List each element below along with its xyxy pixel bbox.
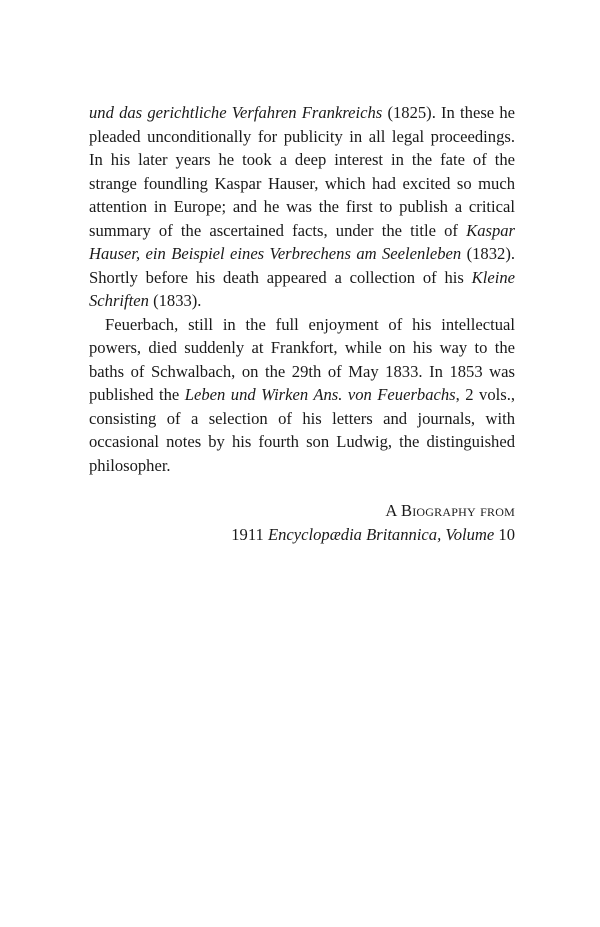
title-italic-2: Kaspar Hauser, ein Beispiel eines Verbrechens am Seelenleben bbox=[89, 220, 515, 263]
paragraph-2-text-2: , 2 vols., consisting of a selection of his letters and journals, with occasional notes by his fourth son Ludwig, the distinguished philosopher. bbox=[89, 385, 515, 475]
paragraph-1-text-3: (1833). bbox=[148, 291, 202, 310]
paragraph-1-text-1: (1825). In these he pleaded unconditionally for publicity in all legal proceedings. In his later years he took a deep interest in the fate of the strange foundling Kaspar Hauser, which had excited so much attention in Europe; and he was the first to publish a critical summary of the ascertained facts, under the title of bbox=[89, 103, 515, 240]
title-italic-3: Kleine Schriften bbox=[89, 267, 515, 310]
source-year: 1911 bbox=[231, 524, 268, 544]
document-page bbox=[89, 101, 515, 546]
title-italic-4: Leben und Wirken Ans. von Feuerbachs bbox=[184, 385, 456, 404]
source-volume: 10 bbox=[494, 524, 515, 544]
source-line-1: A Biography from bbox=[385, 501, 515, 520]
title-italic-1: und das gerichtliche Verfahren Frankreichs bbox=[89, 103, 383, 122]
source-title-italic: Encyclopædia Britannica, Volume bbox=[267, 524, 495, 544]
source-line-2 bbox=[89, 523, 515, 547]
paragraph-2 bbox=[89, 313, 515, 478]
paragraph-1-text-2: (1832). Shortly before his death appeared a collection of his bbox=[89, 244, 515, 287]
paragraph-1 bbox=[89, 101, 515, 313]
source-attribution bbox=[89, 499, 515, 546]
paragraph-2-text-1: Feuerbach, still in the full enjoyment of his intellectual powers, died suddenly at Frankfort, while on his way to the baths of Schwalbach, on the 29th of May 1833. In 1853 was published the bbox=[89, 314, 515, 404]
